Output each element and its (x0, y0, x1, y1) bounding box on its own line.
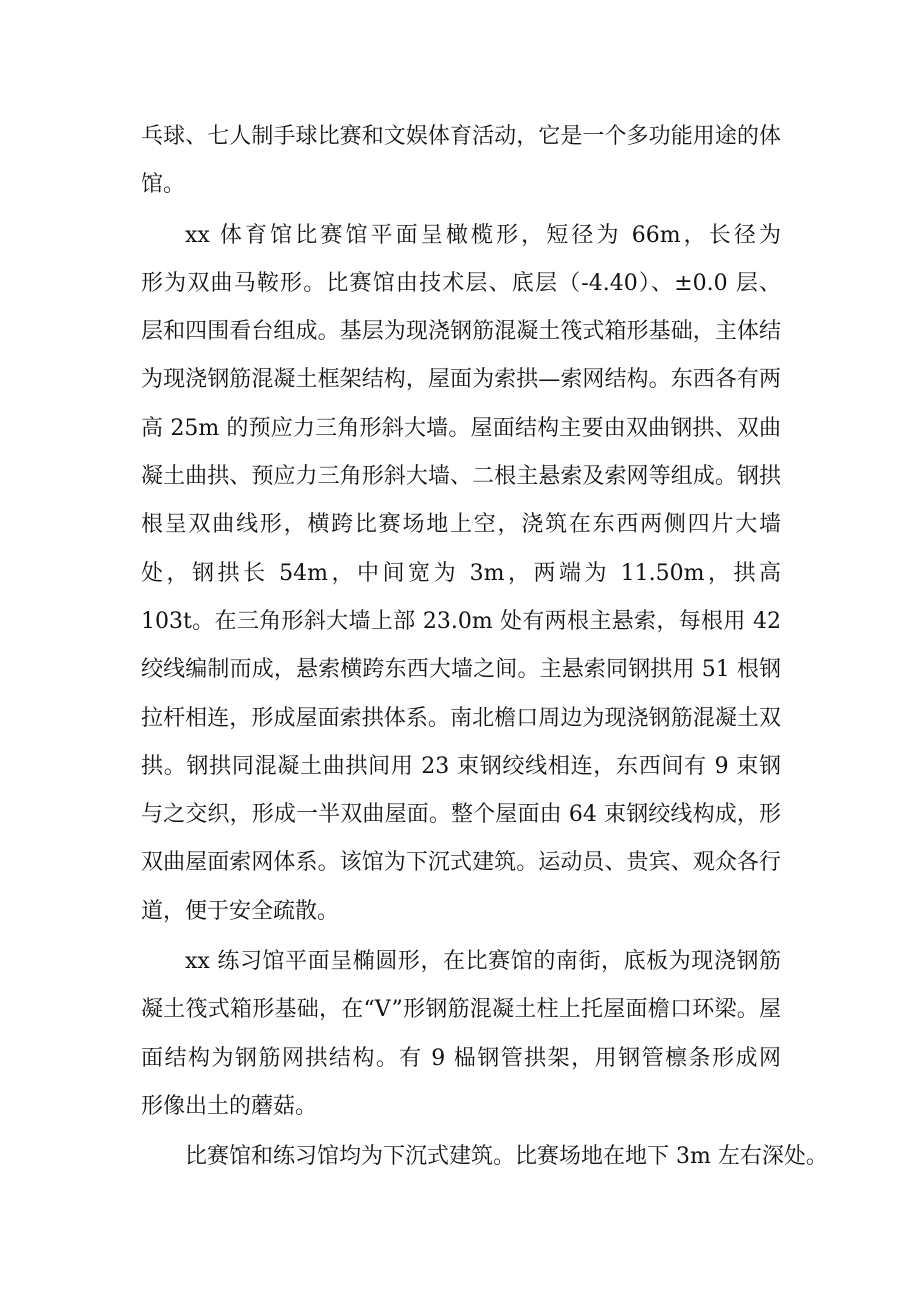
text-line: xx 体育馆比赛馆平面呈橄榄形，短径为 66m，长径为 (185, 222, 781, 248)
text-line: 形为双曲马鞍形。比赛馆由技术层、底层（-4.40）、±0.0 层、 (141, 270, 781, 296)
text-line: 形像出土的蘑菇。 (141, 1093, 318, 1119)
text-line: 面结构为钢筋网拱结构。有 9 榀钢管拱架，用钢管檩条形成网 (141, 1045, 781, 1071)
paragraph-2 (141, 212, 781, 936)
paragraph-4 (141, 1133, 828, 1181)
text-line: 双曲屋面索网体系。该馆为下沉式建筑。运动员、贵宾、观众各行 (141, 850, 781, 876)
text-line: 馆。 (141, 172, 186, 198)
text-line: 比赛馆和练习馆均为下沉式建筑。比赛场地在地下 3m 左右深处。 (185, 1144, 828, 1170)
text-line: 拱。钢拱同混凝土曲拱间用 23 束钢绞线相连，东西间有 9 束钢 (141, 753, 781, 779)
text-line: xx 练习馆平面呈椭圆形，在比赛馆的南街，底板为现浇钢筋 (185, 949, 781, 975)
text-line: 凝土曲拱、预应力三角形斜大墙、二根主悬索及索网等组成。钢拱 (141, 464, 781, 490)
text-line: 与之交织，形成一半双曲屋面。整个屋面由 64 束钢绞线构成，形 (141, 802, 781, 828)
text-line: 层和四围看台组成。基层为现浇钢筋混凝土筏式箱形基础，主体结 (141, 319, 781, 345)
document-body (141, 113, 828, 1182)
text-line: 根呈双曲线形，横跨比赛场地上空，浇筑在东西两侧四片大墙 (141, 512, 781, 538)
text-line: 拉杆相连，形成屋面索拱体系。南北檐口周边为现浇钢筋混凝土双 (141, 705, 781, 731)
text-line: 道，便于安全疏散。 (141, 898, 340, 924)
text-line: 处，钢拱长 54m，中间宽为 3m，两端为 11.50m，拱高 (141, 560, 781, 586)
text-line: 高 25m 的预应力三角形斜大墙。屋面结构主要由双曲钢拱、双曲 (141, 415, 781, 441)
text-line: 乓球、七人制手球比赛和文娱体育活动，它是一个多功能用途的体 (141, 124, 781, 149)
paragraph-1 (141, 113, 781, 210)
text-line: 103t。在三角形斜大墙上部 23.0m 处有两根主悬索，每根用 42 (141, 608, 781, 634)
text-line: 为现浇钢筋混凝土框架结构，屋面为索拱—索网结构。东西各有两 (141, 367, 781, 393)
text-line: 凝土筏式箱形基础，在“V”形钢筋混凝土柱上托屋面檐口环梁。屋 (141, 997, 781, 1023)
text-line: 绞线编制而成，悬索横跨东西大墙之间。主悬索同钢拱用 51 根钢 (141, 657, 781, 683)
paragraph-3 (141, 938, 781, 1131)
